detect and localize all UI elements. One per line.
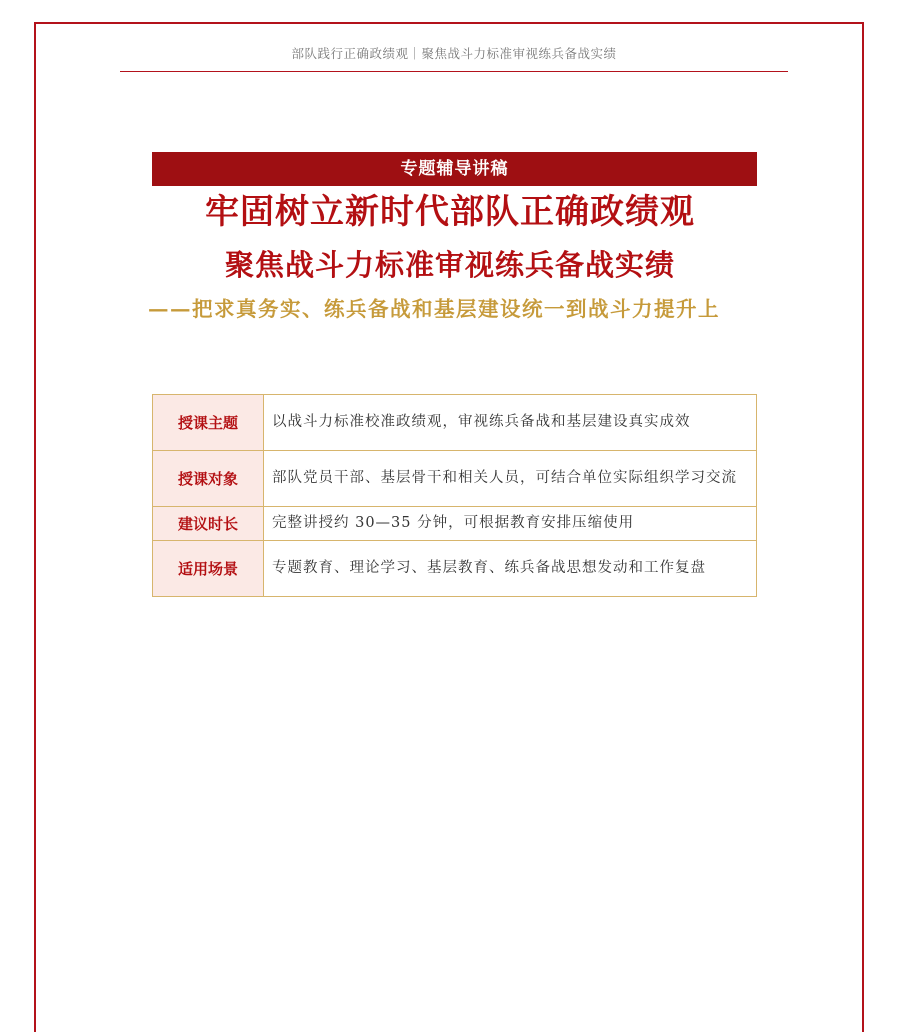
row-label: 建议时长 bbox=[153, 507, 264, 541]
header-divider bbox=[120, 71, 788, 72]
document-tagline: ——把求真务实、练兵备战和基层建设统一到战斗力提升上 bbox=[148, 297, 720, 321]
row-value: 部队党员干部、基层骨干和相关人员，可结合单位实际组织学习交流 bbox=[264, 451, 757, 507]
row-label: 授课对象 bbox=[153, 451, 264, 507]
table-row-audience bbox=[153, 451, 757, 507]
document-title: 牢固树立新时代部队正确政绩观 bbox=[205, 192, 695, 232]
row-value: 完整讲授约 30—35 分钟，可根据教育安排压缩使用 bbox=[264, 507, 757, 541]
row-label: 授课主题 bbox=[153, 395, 264, 451]
table-row-topic bbox=[153, 395, 757, 451]
row-value: 以战斗力标准校准政绩观，审视练兵备战和基层建设真实成效 bbox=[264, 395, 757, 451]
lecture-info-table bbox=[152, 394, 757, 597]
document-subtitle: 聚焦战斗力标准审视练兵备战实绩 bbox=[224, 248, 675, 282]
table-row-duration bbox=[153, 507, 757, 541]
row-value: 专题教育、理论学习、基层教育、练兵备战思想发动和工作复盘 bbox=[264, 541, 757, 597]
running-header: 部队践行正确政绩观｜聚焦战斗力标准审视练兵备战实绩 bbox=[291, 46, 617, 61]
row-label: 适用场景 bbox=[153, 541, 264, 597]
table-row-scenario bbox=[153, 541, 757, 597]
category-banner: 专题辅导讲稿 bbox=[152, 152, 757, 186]
